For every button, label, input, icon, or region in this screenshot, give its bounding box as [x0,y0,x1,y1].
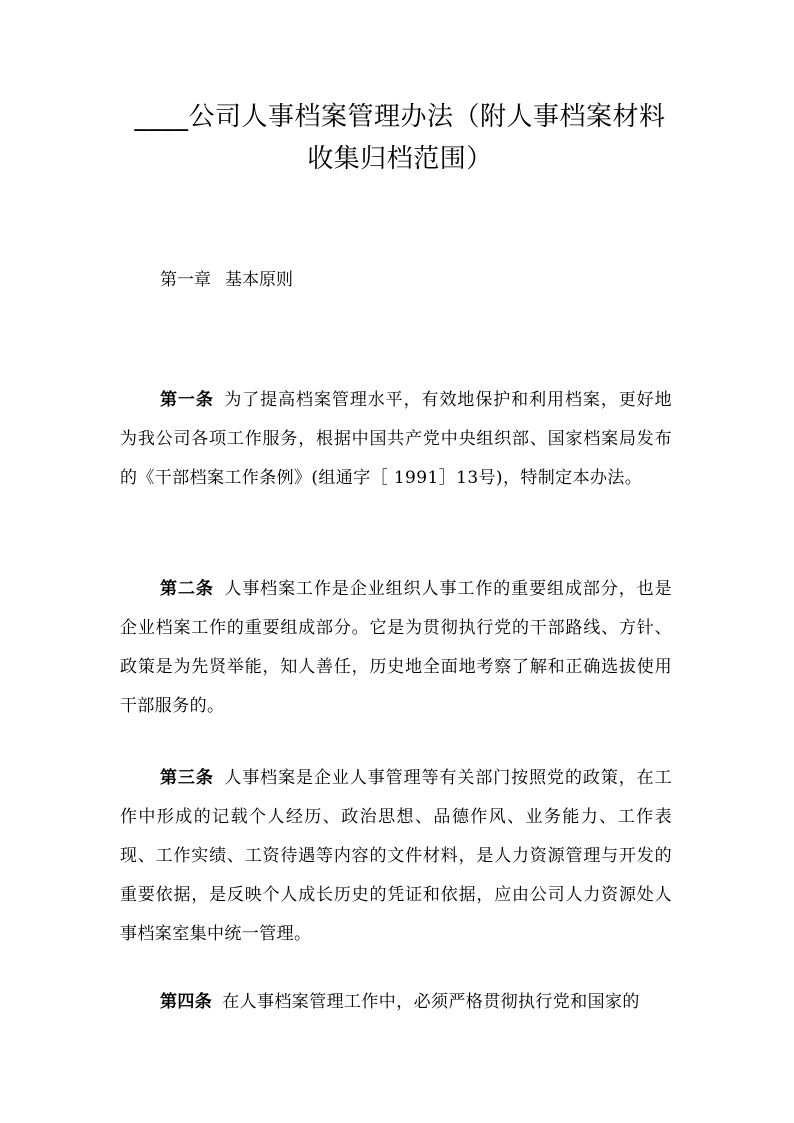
document-title [120,96,680,180]
article-text: 人事档案是企业人事管理等有关部门按照党的政策，在工作中形成的记载个人经历、政治思想、品德作风、业务能力、工作表现、工作实绩、工资待遇等内容的文件材料，是人力资源管理与开发的重要依据，是反映个人成长历史的凭证和依据，应由公司人力资源处人事档案室集中统一管理。 [120,768,673,944]
chapter-name: 基本原则 [225,270,293,290]
article-label: 第一条 [160,390,214,410]
title-line-1: ____公司人事档案管理办法（附人事档案材料 [134,102,666,132]
article-4 [120,983,672,1022]
article-label: 第三条 [160,768,214,788]
article-2 [120,570,672,726]
title-line-2: 收集归档范围） [307,144,493,174]
article-text: 为了提高档案管理水平，有效地保护和利用档案，更好地为我公司各项工作服务，根据中国共产党中央组织部、国家档案局发布的《干部档案工作条例》(组通字［ 1991］13号)，特制定本办法。 [120,390,673,488]
article-1 [120,381,672,498]
article-text: 在人事档案管理工作中，必须严格贯彻执行党和国家的 [222,992,640,1012]
article-text: 人事档案工作是企业组织人事工作的重要组成部分，也是企业档案工作的重要组成部分。它是为贯彻执行党的干部路线、方针、政策是为先贤举能，知人善任，历史地全面地考察了解和正确选拔使用干部服务的。 [120,579,673,716]
article-3 [120,759,672,954]
chapter-number: 第一章 [160,270,211,290]
article-label: 第四条 [160,992,213,1012]
article-label: 第二条 [160,579,214,599]
chapter-heading [160,266,293,294]
